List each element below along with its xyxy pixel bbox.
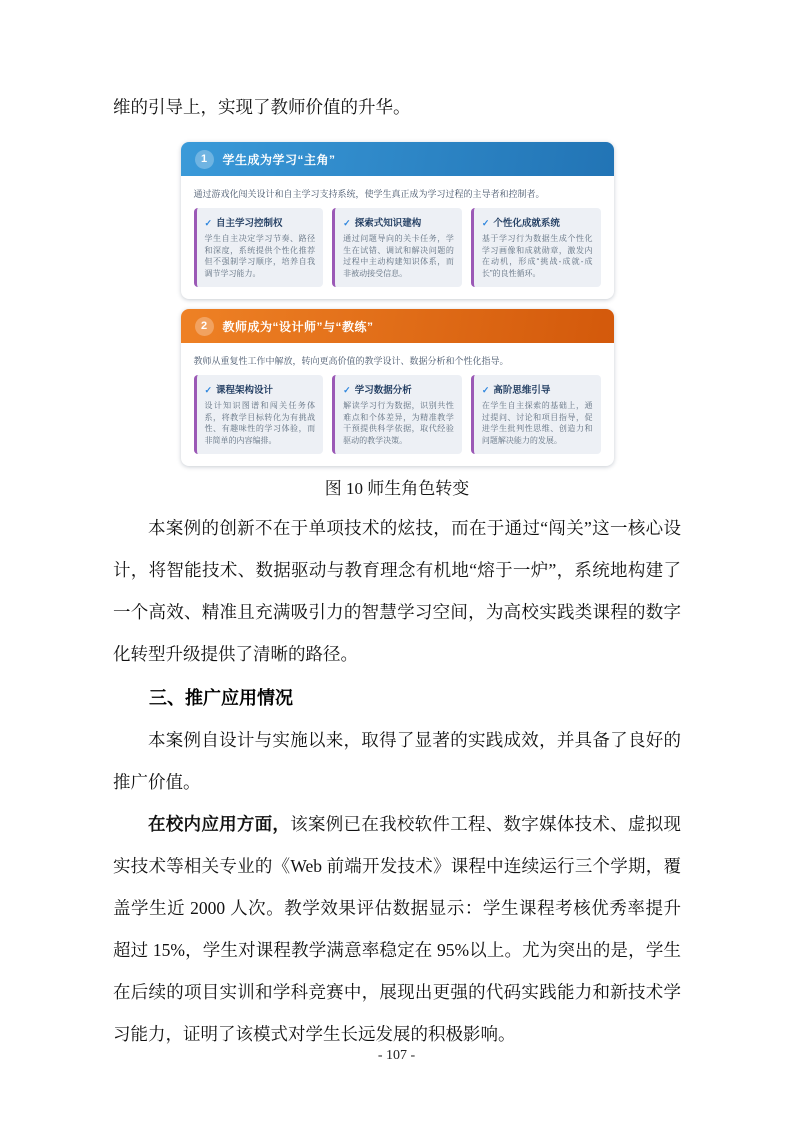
page-number: - 107 -: [377, 1048, 416, 1063]
card-text: 在学生自主探索的基础上，通过提问、讨论和项目指导，促进学生批判性思维、创造力和问题解决能力的发展。: [481, 401, 593, 445]
card-title-row: [482, 215, 593, 229]
card-text: 解读学习行为数据，识别共性难点和个体差异，为精准教学干预提供科学依据，取代经验驱动的教学决策。: [343, 401, 454, 445]
section1-body: [181, 176, 614, 299]
section1-title: 学生成为学习“主角”: [222, 152, 336, 167]
paragraph-campus-application: [113, 803, 681, 1055]
check-icon: ✓: [343, 218, 351, 228]
paragraph-lead-rest: 该案例已在我校软件工程、数字媒体技术、虚拟现实技术等相关专业的《Web 前端开发技术》课程中连续运行三个学期，覆盖学生近 2000 人次。教学效果评估数据显示：学生课程考核优秀率提升超过 15%，学生对课程教学满意率稳定在 95%以上。尤为突出的是，学生在后续的项目实训和学科竞赛中，展现出更强的代码实践能力和新技术学习能力，证明了该模式对学生长远发展的积极影响。: [113, 814, 682, 1044]
section2-number-badge: 2: [195, 317, 214, 336]
card-self-directed-learning: [194, 208, 324, 287]
card-text: 通过问题导向的关卡任务，学生在试错、调试和解决问题的过程中主动构建知识体系，而非被动接受信息。: [343, 234, 454, 278]
section2-header: [181, 309, 614, 343]
check-icon: ✓: [481, 385, 490, 395]
card-title-row: [205, 215, 316, 229]
card-text: 基于学习行为数据生成个性化学习画像和成就勋章，激发内在动机，形成“挑战-成就-成长”的良性循环。: [481, 234, 593, 278]
card-title-row: [343, 382, 454, 396]
card-course-architecture: [194, 375, 324, 454]
paragraph-results-intro: 本案例自设计与实施以来，取得了显著的实践成效，并具备了良好的推广价值。: [113, 730, 681, 792]
card-exploratory-knowledge: [332, 208, 462, 287]
section2-body: [181, 343, 614, 466]
card-title: 探索式知识建构: [354, 218, 422, 229]
check-icon: ✓: [343, 385, 351, 395]
section1-header: [181, 142, 614, 176]
card-higher-order-thinking: [471, 375, 601, 454]
figure-caption: 图 10 师生角色转变: [324, 479, 470, 498]
check-icon: ✓: [204, 218, 213, 228]
continuation-line: 维的引导上，实现了教师价值的升华。: [113, 97, 411, 117]
card-title: 高阶思维引导: [493, 385, 551, 396]
card-text: 学生自主决定学习节奏、路径和深度，系统提供个性化推荐但不强制学习顺序，培养自我调节学习能力。: [204, 234, 316, 278]
check-icon: ✓: [204, 385, 213, 395]
check-icon: ✓: [481, 218, 490, 228]
section1-subtitle: 通过游戏化闯关设计和自主学习支持系统，使学生真正成为学习过程的主导者和控制者。: [193, 189, 545, 199]
paragraph-lead-bold: 在校内应用方面，: [148, 814, 291, 834]
card-text: 设计知识图谱和闯关任务体系，将教学目标转化为有挑战性、有趣味性的学习体验，而非简单的内容编排。: [204, 401, 316, 445]
paragraph-innovation: 本案例的创新不在于单项技术的炫技，而在于通过“闯关”这一核心设计，将智能技术、数据驱动与教育理念有机地“熔于一炉”，系统地构建了一个高效、精准且充满吸引力的智慧学习空间，为高校实践类课程的数字化转型升级提供了清晰的路径。: [113, 518, 681, 664]
card-title: 学习数据分析: [354, 385, 412, 396]
figure-section-students: [181, 142, 614, 299]
section-heading-promotion: 三、推广应用情况: [149, 688, 293, 708]
card-title-row: [205, 382, 316, 396]
card-title-row: [482, 382, 593, 396]
card-title: 个性化成就系统: [493, 218, 560, 229]
card-learning-data-analysis: [332, 375, 462, 454]
section2-title: 教师成为“设计师”与“教练”: [222, 319, 374, 334]
figure-role-change: [181, 142, 614, 466]
card-personal-achievement: [471, 208, 601, 287]
section2-cards: [194, 375, 601, 454]
card-title: 自主学习控制权: [216, 218, 283, 229]
section1-number-badge: 1: [195, 150, 214, 169]
card-title: 课程架构设计: [216, 385, 274, 396]
section1-cards: [194, 208, 601, 287]
card-title-row: [343, 215, 454, 229]
figure-section-teachers: [181, 309, 614, 466]
section2-subtitle: 教师从重复性工作中解放，转向更高价值的教学设计、数据分析和个性化指导。: [193, 356, 509, 366]
